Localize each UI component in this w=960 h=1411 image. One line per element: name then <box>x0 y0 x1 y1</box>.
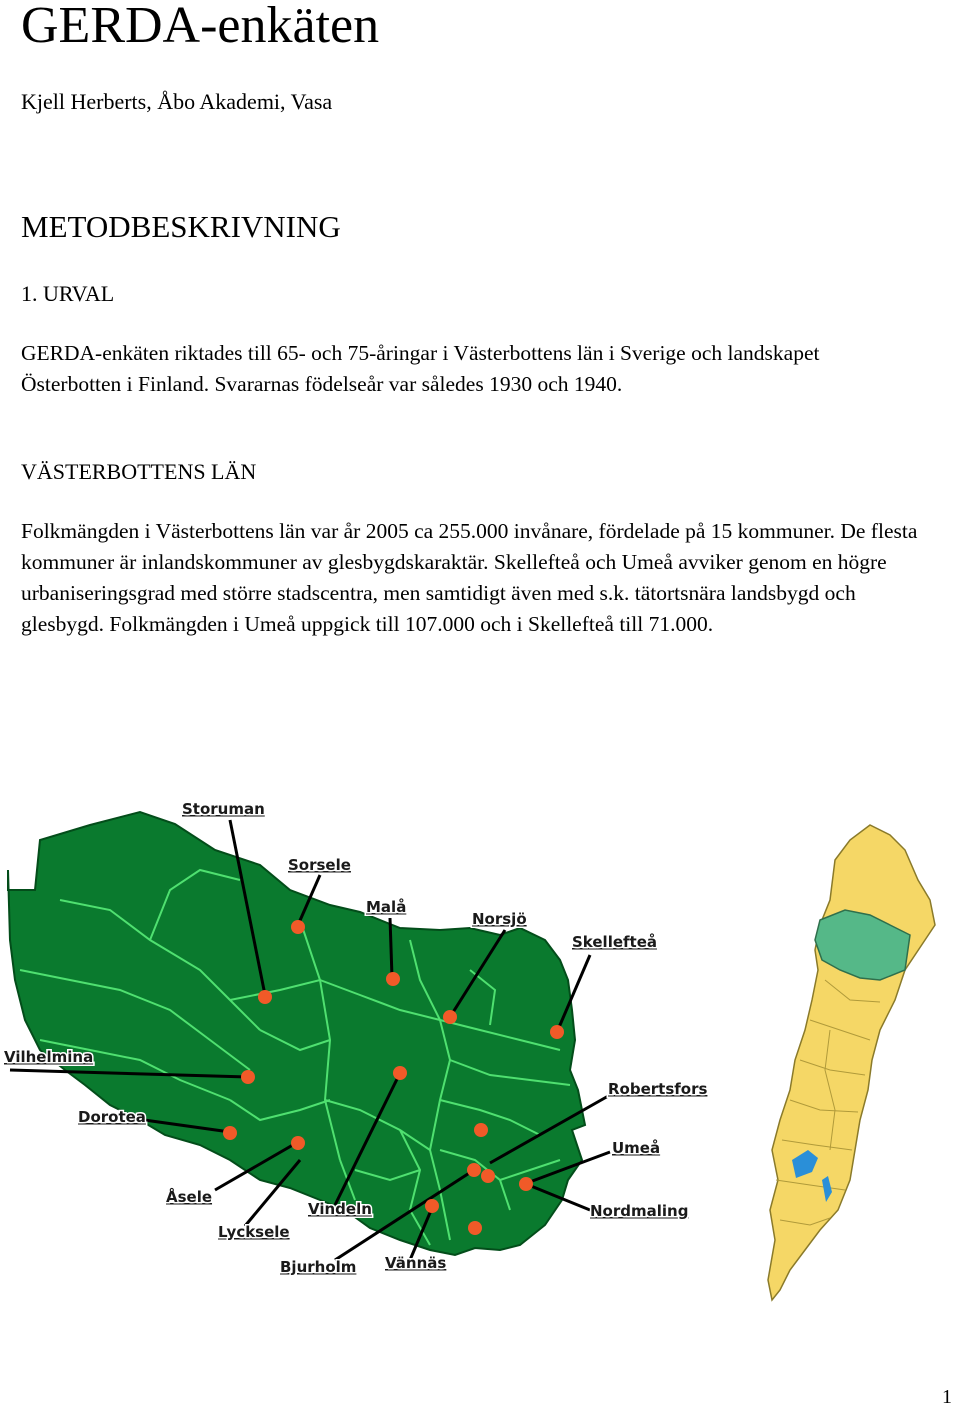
paragraph-urval: GERDA-enkäten riktades till 65- och 75-åringar i Västerbottens län i Sverige och landskapet Österbotten i Finland. Svararnas födelseår var således 1930 och 1940. <box>21 341 820 396</box>
label-nordmaling: Nordmaling <box>590 1202 689 1220</box>
label-vindeln: Vindeln <box>308 1200 372 1218</box>
paragraph-population: Folkmängden i Västerbottens län var år 2005 ca 255.000 invånare, fördelade på 15 kommuner. De flesta kommuner är inlandskommuner av glesbygdskaraktär. Skellefteå och Umeå avviker genom en högre urbaniseringsgrad med större stadscentra, men samtidigt även med s.k. tätortsnära landsbygd och glesbygd. Folkmängden i Umeå uppgick till 107.000 och i Skellefteå till 71.000. <box>21 519 918 636</box>
county-shape <box>8 812 585 1255</box>
label-asele: Åsele <box>166 1188 213 1206</box>
label-lycksele: Lycksele <box>218 1223 290 1241</box>
label-storuman: Storuman <box>182 800 265 818</box>
sweden-inset-map <box>768 825 935 1300</box>
sweden-outline <box>768 825 935 1300</box>
vasterbotten-map <box>0 740 960 1340</box>
label-bjurholm: Bjurholm <box>280 1258 357 1276</box>
label-skelleftea: Skellefteå <box>572 933 657 951</box>
label-mala: Malå <box>366 898 407 916</box>
label-umea: Umeå <box>612 1139 661 1157</box>
author-line: Kjell Herberts, Åbo Akademi, Vasa <box>21 89 333 114</box>
label-norsjo: Norsjö <box>472 910 527 928</box>
label-dorotea: Dorotea <box>78 1108 146 1126</box>
label-sorsele: Sorsele <box>288 856 351 874</box>
label-vannas: Vännäs <box>385 1254 447 1272</box>
region-heading: VÄSTERBOTTENS LÄN <box>21 459 257 484</box>
label-robertsfors: Robertsfors <box>608 1080 708 1098</box>
page-number: 1 <box>942 1386 952 1408</box>
section-heading: METODBESKRIVNING <box>21 209 341 244</box>
label-vilhelmina: Vilhelmina <box>4 1048 94 1066</box>
document-title: GERDA-enkäten <box>21 0 380 54</box>
subsection-heading: 1. URVAL <box>21 281 115 306</box>
